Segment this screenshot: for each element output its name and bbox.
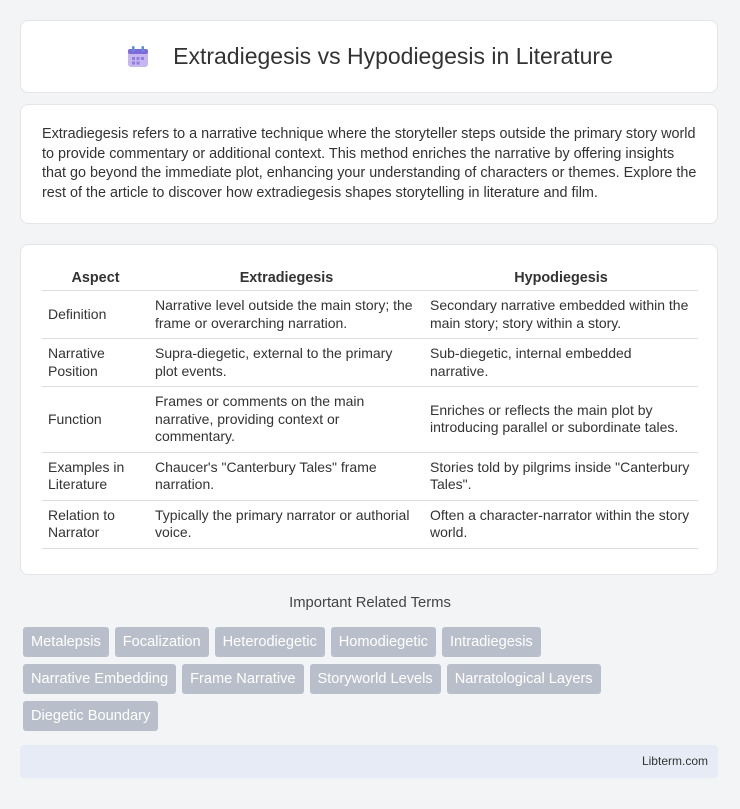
table-cell: Frames or comments on the main narrative, providing context or commentary. [149, 387, 424, 453]
table-header-row [42, 266, 698, 291]
table-cell: Examples in Literature [42, 453, 149, 501]
table-cell: Chaucer's "Canterbury Tales" frame narration. [149, 453, 424, 501]
table-cell: Enriches or reflects the main plot by introducing parallel or subordinate tales. [424, 387, 698, 453]
table-row [42, 387, 698, 453]
table-cell: Definition [42, 291, 149, 339]
tag-heterodiegetic[interactable]: Heterodiegetic [215, 627, 325, 657]
tag-frame-narrative[interactable]: Frame Narrative [182, 664, 303, 694]
tag-diegetic-boundary[interactable]: Diegetic Boundary [23, 701, 158, 731]
table-cell: Often a character-narrator within the story world. [424, 501, 698, 549]
table-row [42, 501, 698, 549]
comparison-table-card [20, 244, 718, 575]
column-header: Extradiegesis [149, 266, 424, 291]
table-cell: Narrative Position [42, 339, 149, 387]
table-cell: Sub-diegetic, internal embedded narrative. [424, 339, 698, 387]
column-header: Aspect [42, 266, 149, 291]
related-terms-title: Important Related Terms [289, 595, 451, 611]
tag-storyworld-levels[interactable]: Storyworld Levels [310, 664, 441, 694]
table-cell: Typically the primary narrator or authorial voice. [149, 501, 424, 549]
footer [20, 745, 718, 778]
tag-intradiegesis[interactable]: Intradiegesis [442, 627, 541, 657]
header-card [20, 20, 718, 93]
tag-narrative-embedding[interactable]: Narrative Embedding [23, 664, 176, 694]
table-cell: Supra-diegetic, external to the primary plot events. [149, 339, 424, 387]
intro-text: Extradiegesis refers to a narrative technique where the storyteller steps outside the primary story world to provide commentary or additional context. This method enriches the narrative by offering insights that go beyond the immediate plot, enhancing your understanding of characters or themes. Explore the rest of the article to discover how extradiegesis shapes storytelling in literature and film. [42, 126, 697, 201]
related-terms-tags [23, 627, 723, 738]
intro-card [20, 104, 718, 224]
column-header: Hypodiegesis [424, 266, 698, 291]
table-row [42, 291, 698, 339]
tag-metalepsis[interactable]: Metalepsis [23, 627, 109, 657]
page-title: Extradiegesis vs Hypodiegesis in Literature [173, 43, 613, 69]
calendar-grid-icon [125, 44, 151, 70]
table-cell: Secondary narrative embedded within the main story; story within a story. [424, 291, 698, 339]
table-cell: Stories told by pilgrims inside "Canterbury Tales". [424, 453, 698, 501]
table-row [42, 453, 698, 501]
table-cell: Narrative level outside the main story; the frame or overarching narration. [149, 291, 424, 339]
table-cell: Relation to Narrator [42, 501, 149, 549]
footer-site-link[interactable]: Libterm.com [641, 754, 708, 768]
tag-homodiegetic[interactable]: Homodiegetic [331, 627, 436, 657]
tag-narratological-layers[interactable]: Narratological Layers [447, 664, 601, 694]
table-cell: Function [42, 387, 149, 453]
comparison-table [42, 266, 698, 549]
table-row [42, 339, 698, 387]
tag-focalization[interactable]: Focalization [115, 627, 209, 657]
